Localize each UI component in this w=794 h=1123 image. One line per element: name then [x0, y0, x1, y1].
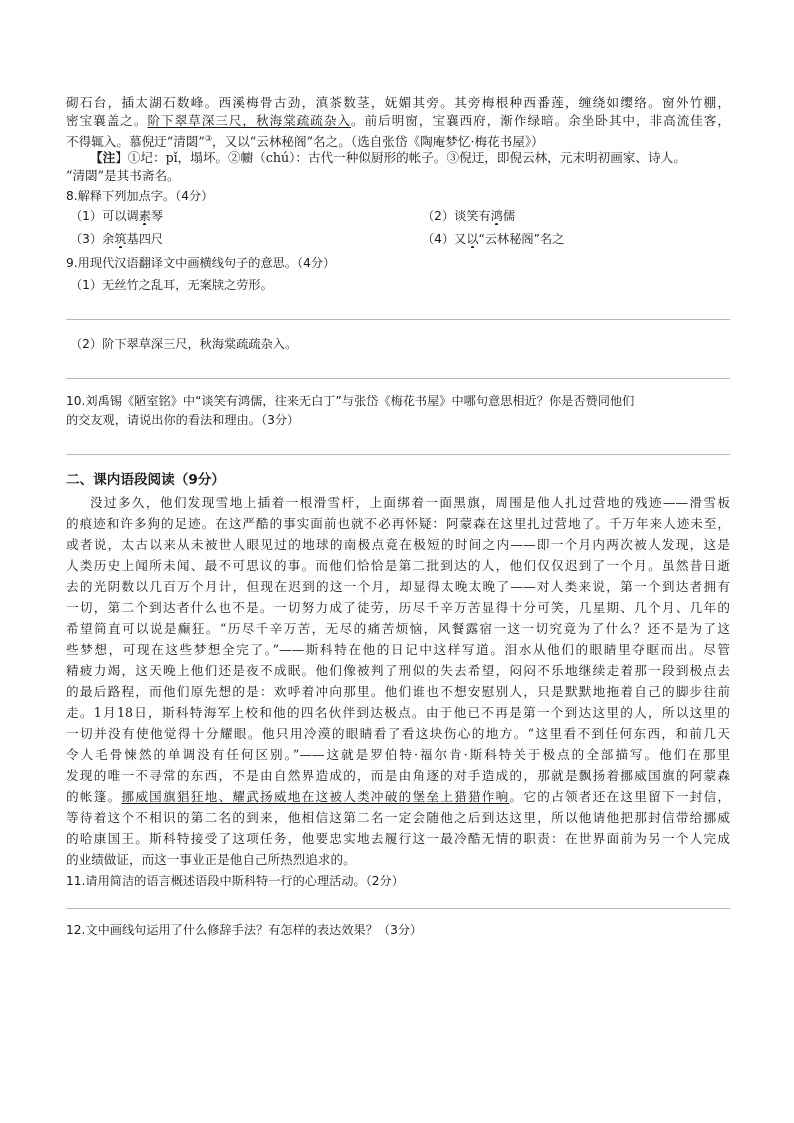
question-8-item-3: （3）余筑基四尺 [70, 232, 164, 246]
passage-text: 的帐篷。 [66, 789, 122, 804]
passage-text: 。它的占领者还在这里留下一封信， [509, 789, 730, 804]
passage-line: 的哈康国王。斯科特接受了这项任务，他要忠实地去履行这一最冷酷无情的职责：在世界面前为另一个人完成 [66, 831, 730, 846]
question-10-stem: 10.刘禹锡《陋室铭》中“谈笑有鸿儒，往来无白丁”与张岱《梅花书屋》中哪句意思相近？你是否赞同他们 [66, 394, 635, 408]
question-9-sentence-1: （1）无丝竹之乱耳，无案牍之劳形。 [70, 278, 273, 292]
note-text: 】①圮：pǐ，塌坏。②幮（chú）：古代一种似厨形的帐子。③倪迂，即倪云林，元末明初画家、诗人。 [115, 150, 686, 165]
passage-text: 密宝襄盖之。 [66, 113, 148, 128]
passage-line: 等待着这个不相识的第二名的到来，他相信这第二名一定会随他之后到达这里，所以他请他把那封信带给挪威 [66, 810, 730, 825]
passage-line: 发现的唯一不寻常的东西，不是由自然界造成的，而是由角逐的对手造成的，那就是飘扬着挪威国旗的阿蒙森 [66, 768, 730, 783]
passage-line: 的最后路程，而他们原先想的是：欢呼着冲向那里。他们谁也不想安慰别人，只是默默地拖着自己的脚步往前 [66, 684, 730, 699]
underlined-sentence: 阶下翠草深三尺，秋海棠疏疏杂入 [147, 113, 352, 128]
passage-line: 人类历史上闻所未闻、最不可思议的事。而他们恰恰是第二批到达的人，他们仅仅迟到了一个月。虽然昔日逝 [66, 558, 730, 573]
answer-line[interactable] [66, 319, 730, 320]
question-10-stem: 的交友观，请说出你的看法和理由。（3分） [66, 413, 300, 427]
passage-line: 一切，第二个到达者什么也不是。一切努力成了徒劳，历尽千辛万苦显得十分可笑，几星期、几个月、几年的 [66, 600, 730, 615]
passage-line [66, 130, 730, 151]
footnote-marker: ③ [204, 134, 212, 143]
question-8-stem: 8.解释下列加点字。（4分） [66, 189, 214, 203]
dotted-char: 筑 [114, 232, 127, 246]
passage-source: ，又以“云林秘阁”名之。（选自张岱《陶庵梦忆·梅花书屋》） [212, 134, 544, 150]
section-title: 二、课内语段阅读（9分） [66, 472, 225, 488]
question-9-sentence-2: （2）阶下翠草深三尺，秋海棠疏疏杂入。 [70, 337, 298, 351]
passage-line: 没过多久，他们发现雪地上插着一根滑雪杆，上面绑着一面黑旗，周围是他人扎过营地的残迹——滑雪板 [90, 495, 730, 510]
question-11-stem: 11.请用简洁的语言概述语段中斯科特一行的心理活动。（2分） [66, 874, 404, 888]
passage-line [66, 112, 730, 130]
passage-line [66, 94, 730, 112]
passage-line: 令人毛骨悚然的单调没有任何区别。”——这就是罗伯特·福尔肯·斯科特关于极点的全部描写。他们在那里 [66, 747, 730, 762]
note-line [90, 149, 730, 167]
passage-line [66, 788, 730, 806]
question-12-stem: 12.文中画线句运用了什么修辞手法？有怎样的表达效果？（3分） [66, 923, 423, 937]
question-9-stem: 9.用现代汉语翻译文中画横线句子的意思。（4分） [66, 256, 336, 270]
answer-line[interactable] [66, 454, 730, 455]
dotted-char: 素 [138, 209, 151, 223]
answer-line[interactable] [66, 378, 730, 379]
passage-line: 的痕迹和许多狗的足迹。在这严酷的事实面前也就不必再怀疑：阿蒙森在这里扎过营地了。千万年来人迹未至， [66, 516, 730, 531]
dotted-char: 以 [466, 232, 479, 246]
passage-text: 砌石台，插太湖石数峰。西溪梅骨古劲，滇茶数茎，妩媚其旁。其旁梅根种西番莲，缠绕如缨络。窗外竹棚， [66, 95, 730, 110]
passage-line: 精疲力竭，这天晚上他们还是夜不成眠。他们像被判了刑似的失去希望，闷闷不乐地继续走着那一段到极点去 [66, 663, 730, 678]
dotted-char: 鸿 [490, 209, 503, 223]
question-8-item-4: （4）又以“云林秘阁”名之 [422, 232, 565, 246]
passage-line: 走。1月18日，斯科特海军上校和他的四名伙伴到达极点。由于他已不再是第一个到达这里的人，所以这里的 [66, 705, 730, 720]
underlined-sentence: 挪威国旗猖狂地、耀武扬威地在这被人类冲破的堡垒上猎猎作响 [121, 789, 510, 804]
question-8-item-2: （2）谈笑有鸿儒 [422, 209, 516, 223]
note-text: “清閟”是其书斋名。 [66, 168, 180, 183]
note-line [66, 167, 730, 185]
passage-text: 。前后明窗，宝襄西府，渐作绿暗。余坐卧其中，非高流佳客， [351, 113, 730, 128]
passage-line: 或者说，太古以来从未被世人眼见过的地球的南极点竟在极短的时间之内——即一个月内两次被人发现，这是 [66, 537, 730, 552]
question-8-row [70, 207, 734, 225]
passage-line: 一切并没有使他觉得十分耀眼。他只用冷漠的眼睛看了看这块伤心的地方。“这里看不到任何东西，和前几天 [66, 726, 730, 741]
note-label: 【注 [90, 150, 116, 165]
passage-line: 希望简直可以说是癫狂。“历尽千辛万苦，无尽的痛苦烦恼，风餐露宿一这一切究竟为了什么？还不是为了这 [66, 621, 730, 636]
passage-line: 去的光阴数以几百万个月计，但现在迟到的这一个月，却显得太晚太晚了——对人类来说，第一个到达者拥有 [66, 579, 730, 594]
question-8-row [70, 230, 734, 248]
passage-text: 不得辄入。慕倪迂“清閟” [66, 134, 205, 150]
passage-line: 些梦想，可现在这些梦想全完了。”——斯科特在他的日记中这样写道。泪水从他们的眼睛里夺眶而出。尽管 [66, 642, 730, 657]
answer-line[interactable] [66, 908, 730, 909]
question-8-item-1: （1）可以调素琴 [70, 209, 164, 223]
passage-line: 的业绩做证，而这一事业正是他自己所热烈追求的。 [66, 852, 356, 867]
